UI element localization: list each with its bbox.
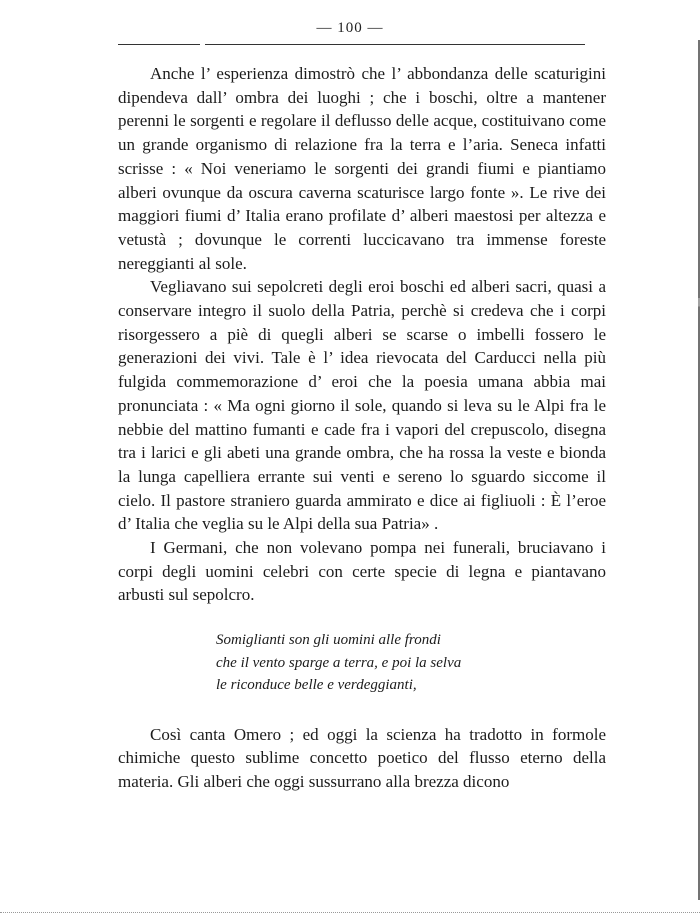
- paragraph-sacred-groves: Vegliavano sui sepolcreti degli eroi boschi ed alberi sacri, quasi a conservare integro il suolo della Patria, perchè si credeva che i corpi risorgessero a piè di quegli alberi se scarse o imbelli fossero le generazioni dei vivi. Tale è l’ idea rievocata del Carducci nella più fulgida commemorazione d’ eroi che la poesia umana abbia mai pronunciata : « Ma ogni giorno il sole, quando si leva su le Alpi fra le nebbie del mattino fumanti e cade fra i vapori del crepuscolo, disegna tra i larici e gli abeti una grande ombra, che ha rossa la veste e bionda la lunga capelliera errante sui venti e sereno lo sguardo siccome il cielo. Il pastore straniero guarda ammirato e dice ai figliuoli : È l’eroe d’ Italia che veglia su le Alpi della sua Patria» .: [118, 277, 606, 534]
- homer-verse: [216, 629, 606, 697]
- header-rule-left: [118, 44, 200, 45]
- verse-line: che il vento sparge a terra, e poi la selva: [216, 654, 462, 671]
- verse-line: le riconduce belle e verdeggianti,: [216, 677, 417, 694]
- paragraph-omero: Così canta Omero ; ed oggi la scienza ha tradotto in formole chimiche questo sublime concetto poetico del flusso eterno della materia. Gli alberi che oggi sussurrano alla brezza dicono: [118, 724, 606, 792]
- body-text: [118, 62, 606, 794]
- verse-line: Somiglianti son gli uomini alle frondi: [216, 632, 441, 649]
- page-number: — 100 —: [316, 20, 384, 36]
- header-rule-right: [205, 44, 585, 45]
- paragraph-germans: I Germani, che non volevano pompa nei funerali, bruciavano i corpi degli uomini celebri con certe specie di legna e piantavano arbusti sul sepolcro.: [118, 538, 606, 605]
- scan-border: [0, 912, 700, 915]
- paragraph-aqueous-springs: Anche l’ esperienza dimostrò che l’ abbondanza delle scaturigini dipendeva dall’ ombra dei luoghi ; che i boschi, oltre a mantener perenni le sorgenti e regolare il deflusso delle acque, costituivano come un grande organismo di relazione fra la terra e l’aria. Seneca infatti scrisse : « Noi veneriamo le sorgenti dei grandi fiumi e piantiamo alberi ovunque da oscura caverna scaturisce largo fonte ». Le rive dei maggiori fiumi d’ Italia erano profilate d’ alberi maestosi per altezza e vetustà ; dovunque le correnti luccicavano tra immense foreste nereggianti al sole.: [118, 64, 606, 273]
